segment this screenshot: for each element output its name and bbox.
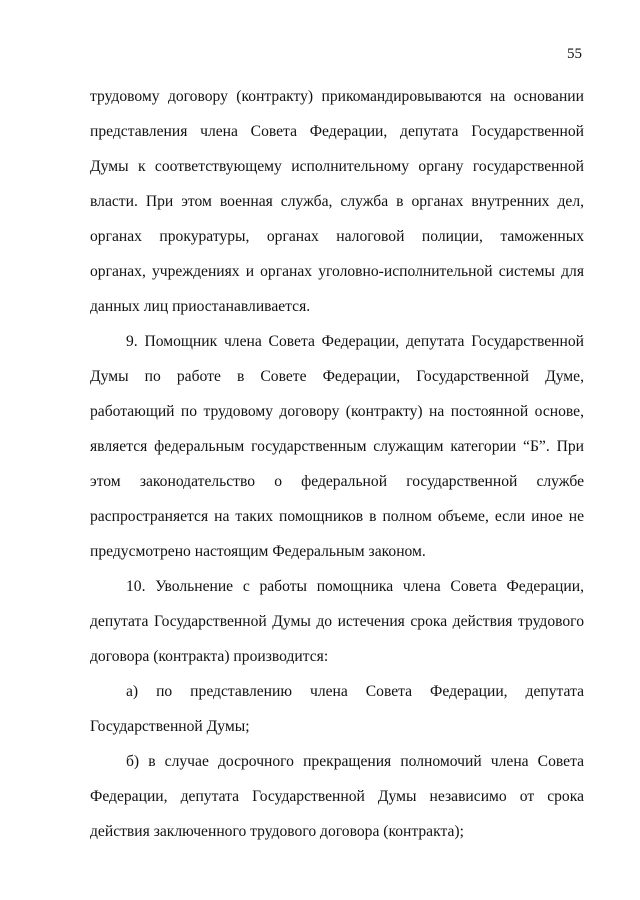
text-line: действия заключенного трудового договора (контракта);: [90, 823, 464, 840]
text-line: является федеральным государственным служащим категории “Б”. При: [90, 438, 584, 455]
text-line: этом законодательство о федеральной государственной службе: [90, 473, 584, 490]
text-line: депутата Государственной Думы до истечения срока действия трудового: [90, 613, 584, 630]
text-line: власти. При этом военная служба, служба в органах внутренних дел,: [90, 193, 584, 210]
text-line: трудовому договору (контракту) прикомандировываются на основании: [90, 88, 584, 105]
text-line: Думы к соответствующему исполнительному органу государственной: [90, 158, 584, 175]
text-line: 10. Увольнение с работы помощника члена Совета Федерации,: [126, 578, 584, 595]
paragraph-9: [90, 324, 584, 569]
text-line: представления члена Совета Федерации, депутата Государственной: [90, 123, 584, 140]
text-line: Федерации, депутата Государственной Думы независимо от срока: [90, 788, 584, 805]
text-line: данных лиц приостанавливается.: [90, 298, 311, 315]
paragraph-continuation: [90, 79, 584, 324]
text-line: б) в случае досрочного прекращения полномочий члена Совета: [126, 753, 584, 770]
paragraph-10: [90, 569, 584, 674]
page-number: 55: [567, 46, 582, 62]
item-a: [90, 674, 584, 744]
text-line: Думы по работе в Совете Федерации, Государственной Думе,: [90, 368, 584, 385]
text-line: а) по представлению члена Совета Федерации, депутата: [126, 683, 584, 700]
text-line: работающий по трудовому договору (контракту) на постоянной основе,: [90, 403, 584, 420]
item-b: [90, 744, 584, 849]
text-line: распространяется на таких помощников в полном объеме, если иное не: [90, 508, 584, 525]
text-line: договора (контракта) производится:: [90, 648, 329, 665]
text-line: органах, учреждениях и органах уголовно-исполнительной системы для: [90, 263, 584, 280]
text-line: органах прокуратуры, органах налоговой полиции, таможенных: [90, 228, 584, 245]
text-line: Государственной Думы;: [90, 718, 250, 735]
text-line: предусмотрено настоящим Федеральным законом.: [90, 543, 426, 560]
text-line: 9. Помощник члена Совета Федерации, депутата Государственной: [126, 333, 584, 350]
